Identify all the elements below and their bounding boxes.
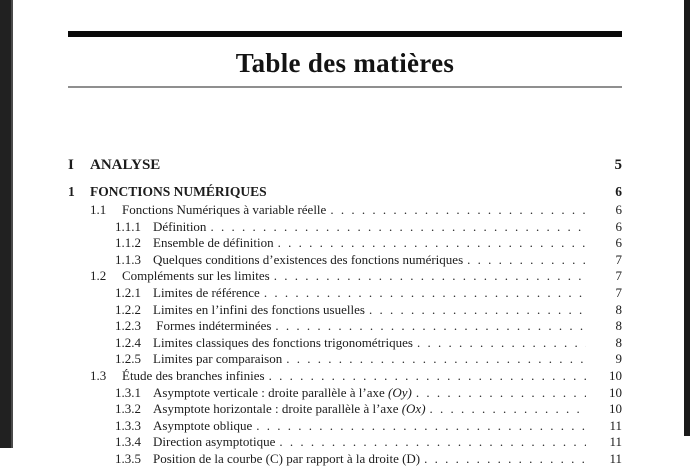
leader-dots [417, 335, 586, 352]
viewer-right-edge [684, 0, 690, 436]
toc-entry-number: 1.2.5 [115, 351, 141, 367]
toc-entry-label: Limites par comparaison [153, 351, 283, 367]
leader-dots [264, 285, 586, 302]
leader-dots [416, 385, 586, 402]
toc-entry-number: 1.2.2 [115, 301, 141, 317]
leader-dots [256, 418, 586, 435]
toc-entry[interactable] [68, 302, 622, 319]
toc-entry-number: 1.2 [90, 268, 107, 284]
toc-entry-page: 8 [615, 301, 622, 317]
toc-entry-number: 1.1 [90, 202, 107, 217]
leader-dots [330, 202, 586, 219]
leader-dots [274, 268, 586, 285]
toc-entry[interactable] [68, 219, 622, 236]
title-thick-rule [68, 31, 622, 37]
toc-entry-number: 1.3 [90, 367, 107, 383]
toc-entry-label: Quelques conditions d’existences des fonctions numériques [153, 251, 464, 267]
leader-dots [424, 451, 586, 468]
page-title: Table des matières [235, 48, 455, 78]
toc-entry-math: (Oy) [387, 384, 412, 400]
toc-entry-label: Limites en l’infini des fonctions usuelles [153, 301, 365, 317]
leader-dots [279, 434, 586, 451]
toc-entry[interactable] [68, 252, 622, 269]
toc-entry-page: 8 [615, 318, 622, 334]
toc-entry-page: 10 [609, 401, 622, 417]
toc-entry-label: Compléments sur les limites [122, 268, 270, 284]
toc-entry-page: 10 [609, 367, 622, 383]
toc-entry-number: 1.3.3 [115, 417, 141, 433]
toc-entry[interactable] [68, 368, 622, 385]
toc-entry[interactable] [68, 318, 622, 335]
toc-entry-label: FONCTIONS NUMÉRIQUES [90, 184, 267, 199]
toc-entry-label: Fonctions Numériques à variable réelle [122, 202, 327, 217]
leader-dots [286, 351, 586, 368]
toc-entry[interactable] [68, 157, 622, 174]
toc-entry[interactable] [68, 401, 622, 418]
toc-entry-label: Étude des branches infinies [122, 367, 265, 383]
toc-entry-number: 1.2.1 [115, 284, 141, 300]
toc-entry[interactable] [68, 434, 622, 451]
toc-entry-number: 1.2.4 [115, 334, 141, 350]
toc-entry-number: 1 [68, 184, 75, 199]
toc-entry-page: 11 [609, 434, 622, 450]
leader-dots [467, 252, 586, 269]
toc-entry[interactable] [68, 351, 622, 368]
toc-entry-number: I [68, 157, 74, 173]
toc-entry-page: 8 [615, 334, 622, 350]
leader-dots [269, 368, 586, 385]
toc-entry-label: Limites classiques des fonctions trigonométriques [153, 334, 413, 350]
toc-entry[interactable] [68, 183, 622, 200]
toc-entry-label: Formes indéterminées [153, 318, 272, 334]
toc-entry-label: Asymptote verticale : droite parallèle à l’axe [153, 384, 388, 400]
toc-entry-number: 1.2.3 [115, 318, 141, 334]
toc-entry-page: 11 [609, 417, 622, 433]
toc-entry-number: 1.3.4 [115, 434, 141, 450]
toc-entry-label: Ensemble de définition [153, 235, 274, 251]
toc-entry-page: 6 [615, 202, 622, 217]
toc-entry-math: (Ox) [401, 401, 426, 417]
toc-entry[interactable] [68, 385, 622, 402]
toc-entry-page: 5 [614, 157, 622, 173]
toc-entry-number: 1.3.5 [115, 450, 141, 466]
leader-dots [369, 302, 586, 319]
toc-entry-label: Asymptote oblique [153, 417, 253, 433]
toc-entry-page: 7 [615, 268, 622, 284]
toc-entry-number: 1.1.1 [115, 218, 141, 234]
toc-entry-number: 1.1.2 [115, 235, 141, 251]
toc-entry[interactable] [68, 451, 622, 468]
toc-entry-label: Asymptote horizontale : droite parallèle à l’axe [153, 401, 402, 417]
toc-entry[interactable] [68, 268, 622, 285]
title-thin-rule [68, 86, 622, 88]
leader-dots [275, 318, 586, 335]
toc-entry-number: 1.3.1 [115, 384, 141, 400]
toc-entry-number: 1.1.3 [115, 251, 141, 267]
toc-entry-label: Définition [153, 218, 207, 234]
toc-entry-label: Direction asymptotique [153, 434, 276, 450]
toc-entry-page: 6 [615, 184, 622, 199]
toc-entry-number: 1.3.2 [115, 401, 141, 417]
toc-entry[interactable] [68, 418, 622, 435]
toc-entry-label: Position de la courbe (C) par rapport à la droite (D) [153, 450, 421, 466]
toc-entry[interactable] [68, 235, 622, 252]
toc-entry-page: 6 [615, 235, 622, 251]
toc-entry[interactable] [68, 335, 622, 352]
toc-entry-label: Limites de référence [153, 284, 260, 300]
toc-entry-page: 10 [609, 384, 622, 400]
toc-entry-page: 6 [615, 218, 622, 234]
viewer-left-edge [0, 0, 13, 448]
toc-entry[interactable] [68, 285, 622, 302]
toc-entry-page: 7 [615, 251, 622, 267]
leader-dots [278, 235, 586, 252]
toc-entry-page: 9 [615, 351, 622, 367]
toc-entry-label: ANALYSE [90, 157, 161, 173]
leader-dots [210, 219, 586, 236]
leader-dots [430, 401, 586, 418]
toc-entry-page: 7 [615, 284, 622, 300]
toc-list [68, 157, 622, 468]
toc-entry-page: 11 [609, 450, 622, 466]
toc-entry[interactable] [68, 202, 622, 219]
